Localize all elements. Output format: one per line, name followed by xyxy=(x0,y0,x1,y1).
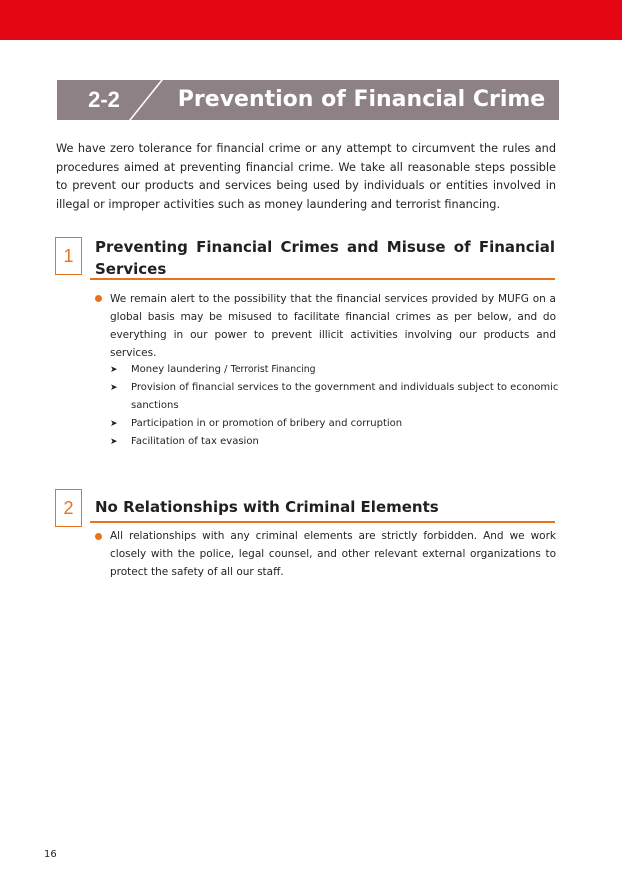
list-item xyxy=(110,433,560,451)
top-red-bar xyxy=(0,0,622,40)
arrow-bullet-icon: ➤ xyxy=(110,383,118,393)
subsection-2-underline xyxy=(90,521,555,523)
list-item xyxy=(110,415,560,433)
intro-paragraph: We have zero tolerance for financial crime or any attempt to circumvent the rules and procedures aimed at preventing financial crime. We take all reasonable steps possible to prevent our products and services being used by individuals or entities involved in illegal or improper activities such as money laundering and terrorist financing. xyxy=(56,142,556,211)
subsection-1-underline xyxy=(90,278,555,280)
list-item xyxy=(110,379,560,415)
bullet-icon xyxy=(95,295,102,302)
section-title: Prevention of Financial Crime xyxy=(177,87,546,112)
subsection-1-number: 1 xyxy=(55,237,82,275)
arrow-bullet-icon: ➤ xyxy=(110,365,118,375)
list-item-small-text: Terrorist Financing xyxy=(230,364,316,375)
list-item xyxy=(110,361,560,379)
list-item-text: Facilitation of tax evasion xyxy=(131,436,259,447)
bullet-icon xyxy=(95,533,102,540)
subsection-1-list xyxy=(110,361,560,451)
section-header xyxy=(57,80,559,120)
list-item-text: Provision of financial services to the government and individuals subject to economic sanctions xyxy=(131,382,559,411)
subsection-1-title: Preventing Financial Crimes and Misuse of Financial Services xyxy=(95,238,555,278)
page-number: 16 xyxy=(44,849,57,860)
arrow-bullet-icon: ➤ xyxy=(110,419,118,429)
section-number: 2-2 xyxy=(88,87,120,112)
subsection-2-bullet-text: All relationships with any criminal elements are strictly forbidden. And we work closely with the police, legal counsel, and other relevant external organizations to protect the safety of all our staff. xyxy=(110,530,556,578)
list-item-text: Participation in or promotion of bribery and corruption xyxy=(131,418,403,429)
list-item-text: Money laundering / xyxy=(131,364,231,375)
subsection-1-bullet-text: We remain alert to the possibility that the financial services provided by MUFG on a global basis may be misused to facilitate financial crimes as per below, and do everything in our power to prevent illicit activities involving our products and services. xyxy=(110,293,556,359)
subsection-2-title: No Relationships with Criminal Elements xyxy=(95,498,439,516)
subsection-2-number: 2 xyxy=(55,489,82,527)
arrow-bullet-icon: ➤ xyxy=(110,437,118,447)
